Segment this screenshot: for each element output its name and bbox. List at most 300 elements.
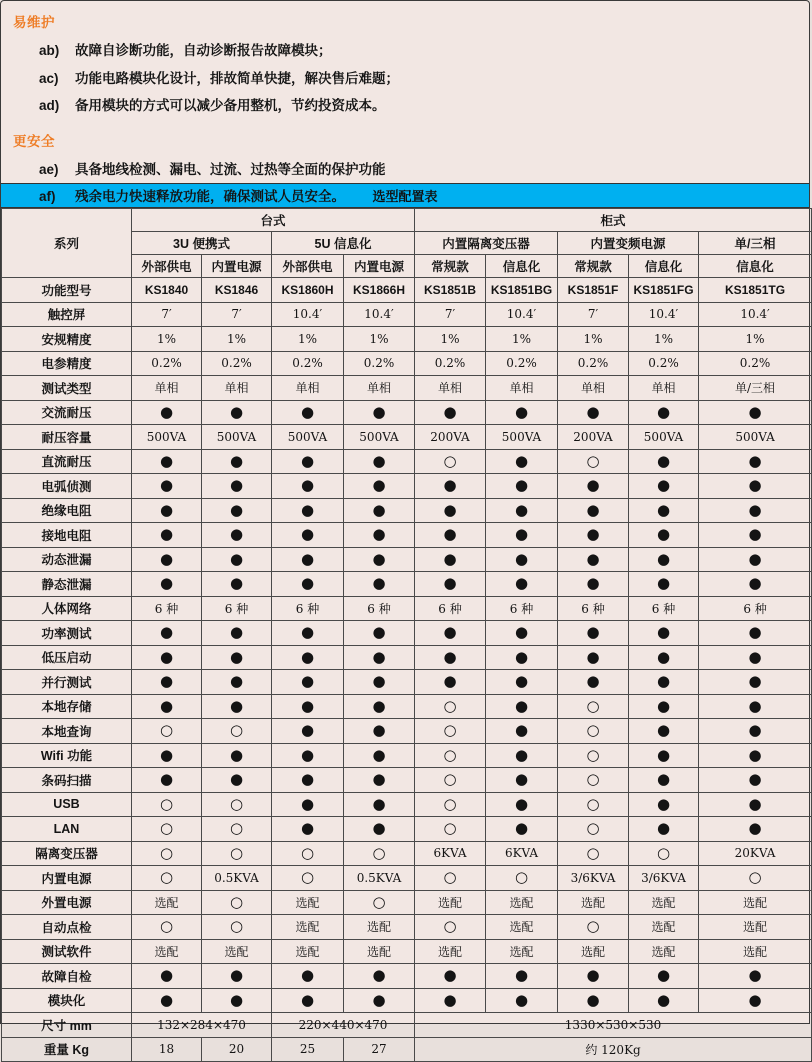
top-group-header: 台式	[132, 209, 415, 232]
spec-cell: ●	[272, 694, 344, 719]
spec-cell: 7′	[415, 302, 486, 327]
spec-cell: ●	[415, 547, 486, 572]
spec-cell: 1%	[558, 327, 629, 352]
spec-cell: 10.4′	[272, 302, 344, 327]
spec-cell: ●	[272, 498, 344, 523]
spec-cell: ●	[202, 498, 272, 523]
spec-cell: ●	[132, 645, 202, 670]
spec-cell: ●	[699, 719, 812, 744]
spec-cell: 6 种	[132, 596, 202, 621]
item-text: 故障自诊断功能，自动诊断报告故障模块；	[75, 43, 332, 58]
spec-cell: ●	[202, 547, 272, 572]
spec-cell: ●	[699, 449, 812, 474]
spec-cell: ●	[202, 645, 272, 670]
item-marker: ab)	[39, 43, 60, 58]
top-group-header: 柜式	[415, 209, 812, 232]
spec-cell: 200VA	[415, 425, 486, 450]
spec-cell: ●	[629, 719, 699, 744]
spec-cell: ●	[132, 474, 202, 499]
power-column-header: 信息化	[699, 255, 812, 278]
spec-cell: ●	[629, 792, 699, 817]
spec-cell: 18	[132, 1037, 202, 1062]
spec-cell: 选配	[629, 890, 699, 915]
section-heading-easy-maintenance: 易维护	[13, 15, 55, 30]
spec-cell: ●	[202, 400, 272, 425]
spec-cell: ○	[202, 719, 272, 744]
spec-cell: 0.2%	[132, 351, 202, 376]
spec-cell: ○	[415, 694, 486, 719]
spec-cell: 选配	[344, 939, 415, 964]
spec-cell: ●	[202, 768, 272, 793]
spec-cell: 10.4′	[699, 302, 812, 327]
spec-cell: ●	[415, 400, 486, 425]
spec-cell: ●	[699, 523, 812, 548]
spec-cell: 选配	[272, 915, 344, 940]
spec-cell: ●	[272, 817, 344, 842]
spec-cell: ●	[132, 449, 202, 474]
spec-cell: ●	[629, 400, 699, 425]
spec-cell: 6 种	[415, 596, 486, 621]
spec-cell: ●	[415, 523, 486, 548]
spec-cell: 3/6KVA	[629, 866, 699, 891]
table-row	[2, 792, 812, 817]
spec-cell: ○	[699, 866, 812, 891]
spec-cell: 1%	[272, 327, 344, 352]
row-label: 功率测试	[2, 621, 132, 646]
spec-cell: 7′	[202, 302, 272, 327]
spec-cell: ●	[344, 694, 415, 719]
spec-cell: ●	[486, 768, 558, 793]
table-row	[2, 523, 812, 548]
table-row	[2, 400, 812, 425]
sub-group-header: 3U 便携式	[132, 232, 272, 255]
spec-cell: ○	[558, 841, 629, 866]
power-column-header: 常规款	[415, 255, 486, 278]
row-label: 测试软件	[2, 939, 132, 964]
spec-cell: ●	[486, 572, 558, 597]
spec-cell: 选配	[415, 890, 486, 915]
spec-cell: ●	[486, 817, 558, 842]
row-label: 故障自检	[2, 964, 132, 989]
table-title: 选型配置表	[372, 189, 438, 204]
spec-cell: ●	[415, 645, 486, 670]
spec-cell: ●	[486, 621, 558, 646]
row-label: LAN	[2, 817, 132, 842]
spec-cell: ●	[629, 547, 699, 572]
spec-cell: ●	[344, 670, 415, 695]
spec-cell: ○	[558, 694, 629, 719]
spec-cell: 7′	[132, 302, 202, 327]
spec-cell: ●	[486, 474, 558, 499]
row-label: 外置电源	[2, 890, 132, 915]
spec-cell: ●	[132, 988, 202, 1013]
feature-item	[39, 71, 795, 87]
spec-cell: ●	[272, 670, 344, 695]
spec-cell: ●	[558, 572, 629, 597]
spec-cell: ○	[132, 817, 202, 842]
spec-cell: ●	[486, 719, 558, 744]
spec-cell: ○	[202, 817, 272, 842]
spec-cell: ●	[415, 621, 486, 646]
spec-cell: ●	[629, 523, 699, 548]
spec-cell: ○	[132, 841, 202, 866]
spec-cell: 10.4′	[486, 302, 558, 327]
spec-cell: ●	[629, 670, 699, 695]
spec-cell: ●	[132, 743, 202, 768]
row-label: 隔离变压器	[2, 841, 132, 866]
spec-cell: 选配	[486, 890, 558, 915]
feature-item	[39, 162, 795, 178]
spec-cell: ●	[629, 743, 699, 768]
power-column-header: 常规款	[558, 255, 629, 278]
spec-cell: ○	[344, 841, 415, 866]
spec-cell: 0.2%	[629, 351, 699, 376]
table-row	[2, 327, 812, 352]
spec-cell: 0.5KVA	[202, 866, 272, 891]
table-row	[2, 768, 812, 793]
spec-cell: ●	[486, 792, 558, 817]
spec-cell: ○	[202, 792, 272, 817]
spec-cell: ●	[699, 572, 812, 597]
series-header: 系列	[2, 209, 132, 278]
spec-cell: ●	[699, 964, 812, 989]
spec-cell: ●	[344, 547, 415, 572]
spec-cell: ●	[699, 645, 812, 670]
spec-cell: ●	[132, 964, 202, 989]
spec-cell: ●	[629, 988, 699, 1013]
spec-cell: ●	[272, 645, 344, 670]
spec-cell: 1%	[202, 327, 272, 352]
spec-cell: 选配	[344, 915, 415, 940]
spec-cell: ●	[486, 449, 558, 474]
spec-cell: ●	[132, 572, 202, 597]
config-table-body	[2, 278, 812, 1062]
spec-cell: ○	[202, 915, 272, 940]
table-row	[2, 449, 812, 474]
spec-cell: KS1860H	[272, 278, 344, 303]
spec-cell: ●	[486, 988, 558, 1013]
table-row	[2, 621, 812, 646]
table-row	[2, 743, 812, 768]
spec-cell: ○	[415, 743, 486, 768]
spec-cell: 0.2%	[558, 351, 629, 376]
spec-cell: 0.2%	[415, 351, 486, 376]
spec-cell: 200VA	[558, 425, 629, 450]
spec-cell: 6KVA	[415, 841, 486, 866]
spec-cell: ●	[558, 400, 629, 425]
power-column-header: 内置电源	[344, 255, 415, 278]
spec-cell: ●	[202, 449, 272, 474]
row-label: 模块化	[2, 988, 132, 1013]
spec-cell: 220×440×470	[272, 1013, 415, 1038]
spec-cell: 6 种	[272, 596, 344, 621]
spec-cell: 500VA	[629, 425, 699, 450]
spec-cell: 0.2%	[272, 351, 344, 376]
spec-cell: ●	[344, 817, 415, 842]
spec-cell: 6 种	[486, 596, 558, 621]
spec-cell: ●	[699, 547, 812, 572]
spec-cell: ●	[202, 743, 272, 768]
section-heading-safer: 更安全	[13, 133, 55, 149]
spec-cell: 选配	[699, 939, 812, 964]
spec-cell: KS1851FG	[629, 278, 699, 303]
spec-cell: ●	[344, 988, 415, 1013]
row-label: 耐压容量	[2, 425, 132, 450]
row-label: Wifi 功能	[2, 743, 132, 768]
spec-cell: ●	[629, 572, 699, 597]
spec-cell: KS1851B	[415, 278, 486, 303]
spec-cell: 选配	[699, 915, 812, 940]
spec-cell: 7′	[558, 302, 629, 327]
feature-item	[39, 43, 795, 59]
spec-cell: ●	[272, 792, 344, 817]
spec-cell: KS1840	[132, 278, 202, 303]
spec-cell: ○	[202, 841, 272, 866]
table-row	[2, 596, 812, 621]
spec-cell: ○	[272, 866, 344, 891]
spec-cell: 单相	[486, 376, 558, 401]
power-column-header: 外部供电	[272, 255, 344, 278]
spec-cell: 6 种	[202, 596, 272, 621]
row-label: 安规精度	[2, 327, 132, 352]
spec-cell: ●	[344, 719, 415, 744]
spec-cell: ●	[699, 498, 812, 523]
spec-cell: 500VA	[699, 425, 812, 450]
spec-cell: ●	[558, 988, 629, 1013]
spec-cell: ●	[699, 792, 812, 817]
sub-group-header: 内置隔离变压器	[415, 232, 558, 255]
row-label: 条码扫描	[2, 768, 132, 793]
spec-cell: 132×284×470	[132, 1013, 272, 1038]
spec-cell: ●	[699, 400, 812, 425]
spec-cell: ●	[344, 498, 415, 523]
item-marker: ae)	[39, 161, 59, 177]
power-column-header: 信息化	[486, 255, 558, 278]
spec-cell: ○	[415, 719, 486, 744]
spec-cell: 25	[272, 1037, 344, 1062]
table-row	[2, 670, 812, 695]
feature-item	[39, 98, 795, 114]
spec-cell: ●	[486, 694, 558, 719]
spec-cell: ●	[344, 572, 415, 597]
spec-cell: ●	[344, 964, 415, 989]
spec-cell: ●	[699, 670, 812, 695]
row-label: 电弧侦测	[2, 474, 132, 499]
spec-cell: ○	[558, 719, 629, 744]
spec-cell: KS1846	[202, 278, 272, 303]
spec-cell: ○	[558, 743, 629, 768]
spec-cell: ○	[132, 915, 202, 940]
spec-cell: KS1866H	[344, 278, 415, 303]
spec-cell: ●	[415, 474, 486, 499]
spec-cell: KS1851BG	[486, 278, 558, 303]
spec-cell: ●	[558, 670, 629, 695]
row-label: 动态泄漏	[2, 547, 132, 572]
row-label: 尺寸 mm	[2, 1013, 132, 1038]
spec-cell: ●	[202, 964, 272, 989]
spec-cell: 3/6KVA	[558, 866, 629, 891]
spec-cell: 0.2%	[344, 351, 415, 376]
item-text: 备用模块的方式可以减少备用整机，节约投资成本。	[75, 98, 386, 114]
spec-cell: ●	[272, 743, 344, 768]
spec-cell: 1330×530×530	[415, 1013, 812, 1038]
spec-cell: ●	[132, 400, 202, 425]
spec-cell: 选配	[629, 939, 699, 964]
spec-cell: ●	[344, 523, 415, 548]
config-table-head	[2, 209, 812, 278]
spec-cell: ○	[629, 841, 699, 866]
spec-cell: ●	[344, 449, 415, 474]
spec-cell: ●	[699, 988, 812, 1013]
item-marker: ad)	[39, 98, 60, 114]
spec-cell: ●	[344, 743, 415, 768]
spec-cell: ●	[344, 792, 415, 817]
table-row	[2, 302, 812, 327]
spec-cell: ●	[202, 694, 272, 719]
item-text: 残余电力快速释放功能，确保测试人员安全。	[75, 189, 345, 205]
table-row	[2, 866, 812, 891]
spec-cell: ○	[344, 890, 415, 915]
spec-cell: 选配	[486, 915, 558, 940]
spec-cell: 20	[202, 1037, 272, 1062]
table-row	[2, 645, 812, 670]
spec-cell: ●	[132, 547, 202, 572]
spec-cell: 1%	[344, 327, 415, 352]
spec-cell: 1%	[629, 327, 699, 352]
power-column-header: 外部供电	[132, 255, 202, 278]
table-row	[2, 474, 812, 499]
spec-cell: 6 种	[344, 596, 415, 621]
table-row	[2, 915, 812, 940]
spec-cell: ○	[415, 449, 486, 474]
row-label: 接地电阻	[2, 523, 132, 548]
spec-cell: 6 种	[629, 596, 699, 621]
spec-cell: ●	[486, 670, 558, 695]
row-label: 触控屏	[2, 302, 132, 327]
spec-cell: 1%	[486, 327, 558, 352]
spec-cell: KS1851F	[558, 278, 629, 303]
spec-cell: ●	[272, 449, 344, 474]
row-label: 直流耐压	[2, 449, 132, 474]
spec-cell: ○	[415, 768, 486, 793]
spec-cell: ○	[558, 449, 629, 474]
spec-cell: 6 种	[699, 596, 812, 621]
row-label: USB	[2, 792, 132, 817]
spec-cell: ●	[202, 572, 272, 597]
spec-cell: ●	[558, 523, 629, 548]
spec-cell: ●	[272, 768, 344, 793]
spec-cell: 500VA	[132, 425, 202, 450]
spec-cell: 选配	[272, 939, 344, 964]
spec-cell: ●	[132, 621, 202, 646]
spec-cell: 单相	[344, 376, 415, 401]
spec-cell: ●	[699, 817, 812, 842]
spec-cell: 选配	[699, 890, 812, 915]
spec-cell: 选配	[415, 939, 486, 964]
spec-cell: 单/三相	[699, 376, 812, 401]
spec-cell: ●	[486, 498, 558, 523]
row-label: 自动点检	[2, 915, 132, 940]
spec-cell: 单相	[415, 376, 486, 401]
spec-cell: ●	[629, 449, 699, 474]
spec-cell: ●	[629, 768, 699, 793]
spec-cell: ●	[132, 523, 202, 548]
spec-cell: ●	[486, 743, 558, 768]
spec-cell: ●	[344, 400, 415, 425]
spec-cell: ●	[629, 964, 699, 989]
spec-cell: 0.5KVA	[344, 866, 415, 891]
spec-cell: ○	[132, 792, 202, 817]
spec-cell: ●	[132, 768, 202, 793]
spec-cell: 1%	[132, 327, 202, 352]
spec-cell: ●	[558, 645, 629, 670]
row-label: 并行测试	[2, 670, 132, 695]
spec-cell: ●	[344, 621, 415, 646]
table-row	[2, 719, 812, 744]
spec-cell: 10.4′	[344, 302, 415, 327]
spec-cell: 约 120Kg	[415, 1037, 812, 1062]
spec-cell: ●	[202, 474, 272, 499]
spec-cell: ●	[202, 988, 272, 1013]
table-row	[2, 1013, 812, 1038]
spec-cell: ●	[699, 621, 812, 646]
row-label: 功能型号	[2, 278, 132, 303]
table-row	[2, 572, 812, 597]
spec-cell: ●	[344, 474, 415, 499]
table-row	[2, 841, 812, 866]
item-text: 功能电路模块化设计，排故简单快捷，解决售后难题；	[75, 70, 399, 86]
spec-cell: 6KVA	[486, 841, 558, 866]
spec-cell: ●	[629, 621, 699, 646]
spec-cell: ●	[486, 547, 558, 572]
header-row-groups	[2, 209, 812, 232]
row-label: 交流耐压	[2, 400, 132, 425]
spec-cell: ●	[699, 743, 812, 768]
spec-cell: ●	[415, 670, 486, 695]
row-label: 本地存储	[2, 694, 132, 719]
spec-cell: ○	[132, 866, 202, 891]
spec-cell: ●	[344, 768, 415, 793]
spec-cell: ●	[699, 694, 812, 719]
spec-cell: 单相	[629, 376, 699, 401]
item-text: 具备地线检测、漏电、过流、过热等全面的保护功能	[75, 161, 386, 177]
row-label: 重量 Kg	[2, 1037, 132, 1062]
spec-cell: ●	[415, 964, 486, 989]
table-row	[2, 988, 812, 1013]
spec-cell: 单相	[272, 376, 344, 401]
spec-cell: ●	[415, 988, 486, 1013]
power-column-header: 内置电源	[202, 255, 272, 278]
spec-cell: ●	[272, 572, 344, 597]
row-label: 低压启动	[2, 645, 132, 670]
row-label: 绝缘电阻	[2, 498, 132, 523]
spec-cell: 选配	[272, 890, 344, 915]
spec-cell: ●	[629, 694, 699, 719]
spec-cell: ●	[132, 694, 202, 719]
spec-cell: ●	[202, 670, 272, 695]
row-label: 内置电源	[2, 866, 132, 891]
spec-cell: ●	[629, 645, 699, 670]
spec-cell: ●	[629, 474, 699, 499]
spec-cell: ○	[415, 866, 486, 891]
spec-cell: ○	[558, 915, 629, 940]
row-label: 测试类型	[2, 376, 132, 401]
table-row	[2, 547, 812, 572]
spec-cell: ○	[202, 890, 272, 915]
table-row	[2, 939, 812, 964]
spec-cell: ●	[699, 768, 812, 793]
spec-cell: ●	[272, 523, 344, 548]
